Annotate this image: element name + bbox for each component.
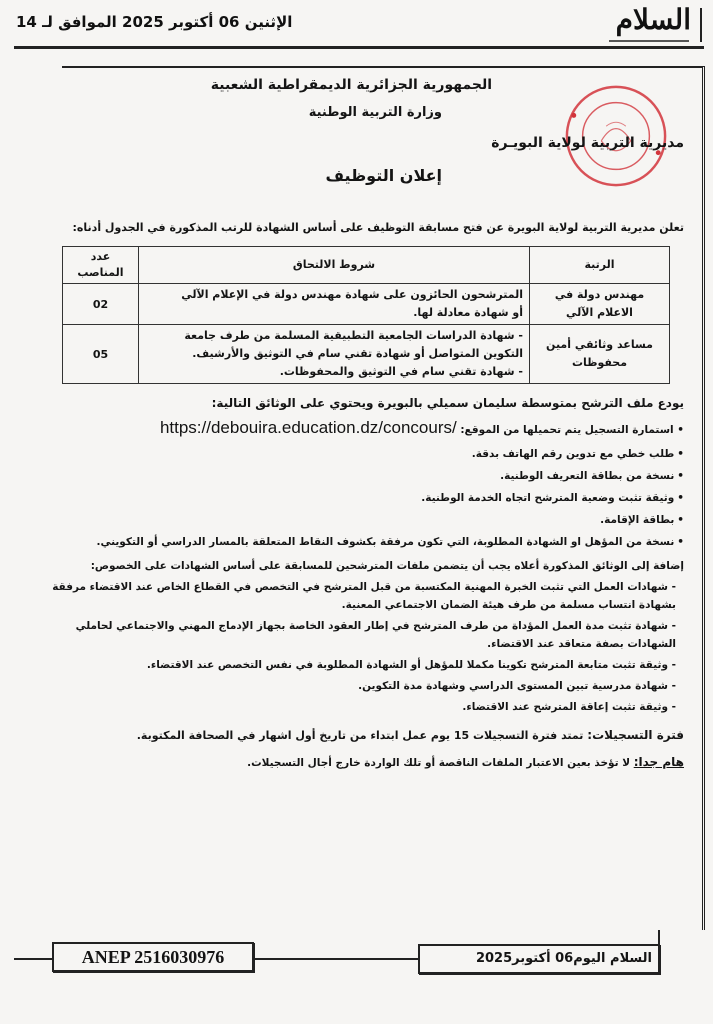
list-item: • طلب خطي مع تدوين رقم الهاتف بدقة. [48, 446, 684, 462]
additional-docs-heading: إضافة إلى الوثائق المذكورة أعلاه يجب أن يتضمن ملفات المترشحين للمسابقة على أساس الشهادات على الخصوص: [90, 560, 684, 572]
directorate-heading: مديرية التربية لولاية البويـرة [491, 135, 684, 151]
count-cell: 02 [63, 284, 139, 325]
condition-line: أو شهادة معادلة لها. [413, 306, 523, 319]
official-header [40, 70, 692, 220]
announcement-title: إعلان التوظيف [325, 166, 442, 185]
rank-cell: مهندس دولة في الاعلام الآلي [530, 284, 670, 325]
column-header-rank: الرتبة [530, 247, 670, 284]
intro-paragraph: تعلن مديرية التربية لولاية البويرة عن فتح مسابقة التوظيف على أساس الشهادة للرتب المذكورة في الجدول أدناه: [72, 221, 684, 234]
list-item: • وثيقة تثبت وضعية المترشح اتجاه الخدمة الوطنية. [48, 490, 684, 506]
masthead-divider [700, 8, 702, 42]
registration-form-label: • استمارة التسجيل يتم تحميلها من الموقع: [460, 424, 684, 436]
period-label: فترة التسجيلات: [587, 728, 684, 742]
column-header-conditions: شروط الالتحاق [139, 247, 530, 284]
list-item: - شهادات العمل التي تثبت الخبرة المهنية المكتسبة من قبل المترشح في التخصص في القطاع الخاص عند الاقتضاء مرفقة بشهادة انتساب مسلمة من طرف هيئة الضمان الاجتماعي المعنية. [48, 578, 684, 614]
masthead-rule [14, 46, 704, 49]
count-cell: 05 [63, 325, 139, 384]
masthead [0, 0, 713, 50]
republic-heading: الجمهورية الجزائرية الديمقراطية الشعبية [210, 77, 492, 93]
condition-line: - شهادة الدراسات الجامعية التطبيقية المسلمة من طرف جامعة [184, 329, 523, 342]
documents-heading: يودع ملف الترشح بمتوسطة سليمان سميلي بالبويرة ويحتوي على الوثائق التالية: [211, 396, 684, 410]
list-item: • بطاقة الإقامة. [48, 512, 684, 528]
condition-line: التكوين المتواصل أو شهادة تقني سام في التوثيق والأرشيف. [192, 347, 523, 360]
rank-cell: مساعد وثائقي أمين محفوظات [530, 325, 670, 384]
newspaper-logo: السلام [615, 3, 691, 36]
anep-reference: ANEP 2516030976 [52, 942, 254, 972]
list-item: - شهادة تثبت مدة العمل المؤداة من طرف المترشح في إطار العقود الخاصة بجهاز الإدماج المهني والاجتماعي لحاملي الشهادات بصفة متعاقد عند الاقتضاء. [48, 617, 684, 653]
important-text: لا تؤخذ بعين الاعتبار الملفات الناقصة أو تلك الواردة خارج أجال التسجيلات. [247, 757, 631, 769]
important-label: هام جدا: [633, 755, 684, 769]
conditions-cell [139, 284, 530, 325]
issue-date-line: الإثنين 06 أكتوبر 2025 الموافق لـ 14 [16, 13, 293, 31]
list-item: • نسخة من المؤهل او الشهادة المطلوبة، التي تكون مرفقة بكشوف النقاط المتعلقة بالمسار الدراسي أو التكويني. [48, 534, 684, 550]
table-row [63, 284, 670, 325]
list-item: - وثيقة تثبت متابعة المترشح تكوينا مكملا للمؤهل أو الشهادة المطلوبة في نفس التخصص عند الاقتضاء. [48, 656, 684, 674]
ministry-heading: وزارة التربية الوطنية [308, 105, 442, 120]
announcement [40, 70, 692, 772]
list-item: • نسخة من بطاقة التعريف الوطنية. [48, 468, 684, 484]
condition-line: - شهادة تقني سام في التوثيق والمحفوظات. [279, 365, 523, 378]
documents-list [48, 446, 684, 550]
list-item: - شهادة مدرسية تبين المستوى الدراسي وشهادة مدة التكوين. [48, 677, 684, 695]
registration-url-link[interactable]: https://debouira.education.dz/concours/ [159, 418, 457, 437]
period-text: تمتد فترة التسجيلات 15 يوم عمل ابتداء من تاريخ أول اشهار في الصحافة المكتوبة. [136, 729, 584, 742]
table-header-row [63, 247, 670, 284]
additional-docs-list [48, 578, 684, 716]
registration-period [48, 726, 684, 745]
list-item: - وثيقة تثبت إعاقة المترشح عند الاقتضاء. [48, 698, 684, 716]
positions-table [62, 246, 670, 384]
conditions-cell [139, 325, 530, 384]
registration-form-line [48, 416, 684, 442]
condition-line: المترشحون الحائزون على شهادة مهندس دولة في الإعلام الآلي [181, 288, 523, 301]
publication-date-box: السلام اليوم06 أكتوبر2025 [418, 944, 660, 974]
important-note [48, 753, 684, 772]
column-header-count: عدد المناصب [63, 247, 139, 284]
logo-underline [609, 40, 689, 42]
table-row [63, 325, 670, 384]
